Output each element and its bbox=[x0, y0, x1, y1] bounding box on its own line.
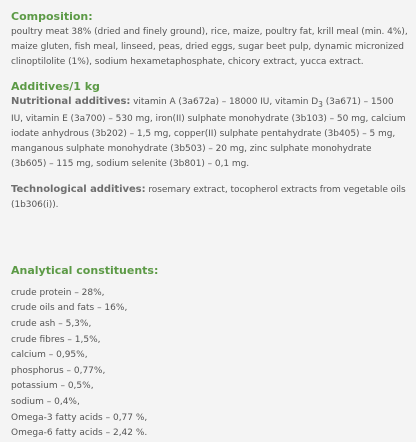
analytical-constituents-list bbox=[11, 286, 408, 442]
nutritional-additives bbox=[11, 94, 408, 172]
composition-heading: Composition: bbox=[11, 10, 93, 23]
nutritional-additives-label: Nutritional additives: bbox=[11, 96, 131, 107]
nutritional-additives-text-part-2: (3a671) – 1500 IU, vitamin E (3a700) – 530 mg, iron(II) sulphate monohydrate (3b103) – 50 mg, calcium iodate anhydrous (3b202) – 1,5 mg, copper(II) sulphate pentahydrate (3b405) – 5 mg, manganous sulphate monohydrate (3b503) – 20 mg, zinc sulphate monohydrate (3b605) – 115 mg, sodium selenite (3b801) – 0,1 mg. bbox=[11, 97, 406, 169]
constituent-row: crude fibres – 1,5%, bbox=[11, 334, 101, 345]
composition-text: poultry meat 38% (dried and finely ground), rice, maize, poultry fat, krill meal (min. 4%), maize gluten, fish meal, linseed, peas, dried eggs, sugar beet pulp, dynamic micronized clinoptilolite (1%), sodium hexametaphosphate, chicory extract, yucca extract. bbox=[11, 27, 408, 67]
constituent-row: crude ash – 5,3%, bbox=[11, 318, 92, 329]
constituent-row: phosphorus – 0,77%, bbox=[11, 365, 106, 376]
constituent-row: crude protein – 28%, bbox=[11, 287, 105, 298]
constituent-row: Omega-3 fatty acids – 0,77 %, bbox=[11, 412, 148, 423]
vitamin-d-subscript: 3 bbox=[318, 99, 323, 109]
additives-heading: Additives/1 kg bbox=[11, 80, 100, 93]
constituent-row: Omega-6 fatty acids – 2,42 %. bbox=[11, 428, 148, 439]
constituent-row: crude oils and fats – 16%, bbox=[11, 303, 128, 314]
constituent-row: potassium – 0,5%, bbox=[11, 381, 94, 392]
constituent-row: calcium – 0,95%, bbox=[11, 350, 88, 361]
nutritional-additives-text-part-1: vitamin A (3a672a) – 18000 IU, vitamin D bbox=[130, 97, 319, 107]
analytical-constituents-heading: Analytical constituents: bbox=[11, 263, 159, 277]
constituent-row: sodium – 0,4%, bbox=[11, 396, 80, 407]
technological-additives-label: Technological additives: bbox=[11, 183, 146, 195]
technological-additives bbox=[11, 182, 408, 213]
technological-additives-text: rosemary extract, tocopherol extracts from vegetable oils (1b306(i)). bbox=[11, 184, 406, 210]
